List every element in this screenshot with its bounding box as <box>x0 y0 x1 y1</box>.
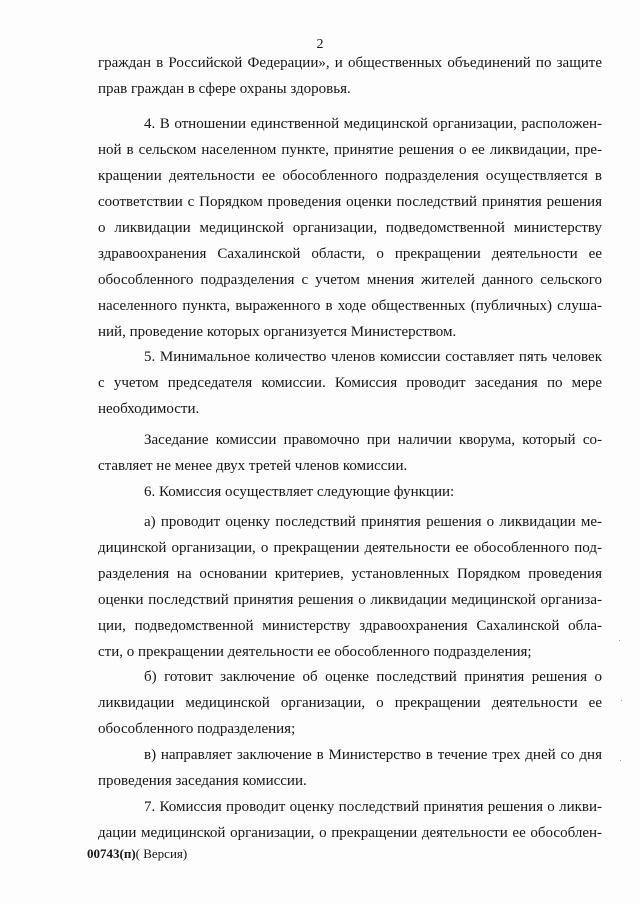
text-line: необходимости. <box>98 401 200 417</box>
text-line: сти, о прекращении деятельности ее обособленного подразделения; <box>98 644 532 660</box>
text-line: 7. Комиссия проводит оценку последствий принятия решения о ликви- <box>144 799 602 815</box>
text-line: Заседание комиссии правомочно при наличии кворума, который со- <box>144 432 602 448</box>
text-line: 6. Комиссия осуществляет следующие функции: <box>144 484 455 500</box>
text-line: в) направляет заключение в Министерство в течение трех дней со дня <box>144 747 602 763</box>
text-line: ной в сельском населенном пункте, принятие решения о ее ликвидации, пре- <box>98 142 602 158</box>
text-line: разделения на основании критериев, установленных Порядком проведения <box>98 566 602 582</box>
paragraph <box>98 742 602 794</box>
text-line: граждан в Российской Федерации», и общественных объединений по защите <box>98 55 602 71</box>
text-line: ции, подведомственной министерству здравоохранения Сахалинской обла- <box>98 618 602 634</box>
text-line: с учетом председателя комиссии. Комиссия проводит заседания по мере <box>98 375 602 391</box>
scan-speck <box>621 700 622 701</box>
text-line: прав граждан в сфере охраны здоровья. <box>98 81 351 97</box>
text-line: оценки последствий принятия решения о ликвидации медицинской организа- <box>98 592 602 608</box>
text-line: дицинской организации, о прекращении деятельности ее обособленного под- <box>98 540 602 556</box>
text-line: кращении деятельности ее обособленного подразделения осуществляется в <box>98 168 602 184</box>
text-line: ликвидации медицинской организации, о прекращении деятельности ее <box>98 695 602 711</box>
text-line: дации медицинской организации, о прекращении деятельности ее обособлен- <box>98 825 602 841</box>
text-line: населенного пункта, выраженного в ходе общественных (публичных) слуша- <box>98 298 602 314</box>
text-line: ний, проведение которых организуется Министерством. <box>98 324 457 340</box>
document-version: ( Версия) <box>135 846 188 861</box>
scan-speck <box>620 760 621 761</box>
paragraph <box>98 427 602 479</box>
text-line: здравоохранения Сахалинской области, о прекращении деятельности ее <box>98 246 602 262</box>
paragraph <box>98 50 602 102</box>
paragraph <box>98 794 602 846</box>
document-footer <box>87 846 187 862</box>
text-line: соответствии с Порядком проведения оценки последствий принятия решения <box>98 194 602 210</box>
document-code: 00743(п) <box>87 846 136 861</box>
text-line: проведения заседания комиссии. <box>98 773 307 789</box>
text-line: а) проводит оценку последствий принятия решения о ликвидации ме- <box>144 514 602 530</box>
paragraph <box>98 479 602 505</box>
page-number: 2 <box>316 37 324 52</box>
text-line: б) готовит заключение об оценке последствий принятия решения о <box>144 669 602 685</box>
paragraph <box>98 509 602 665</box>
paragraph <box>98 111 602 345</box>
text-line: обособленного подразделения; <box>98 721 296 737</box>
text-line: 4. В отношении единственной медицинской организации, расположен- <box>144 116 602 132</box>
scan-speck <box>619 640 620 641</box>
paragraph <box>98 344 602 422</box>
text-line: о ликвидации медицинской организации, подведомственной министерству <box>98 220 602 236</box>
text-line: ставляет не менее двух третей членов комиссии. <box>98 458 408 474</box>
paragraph <box>98 664 602 742</box>
text-line: обособленного подразделения с учетом мнения жителей данного сельского <box>98 272 602 288</box>
text-line: 5. Минимальное количество членов комиссии составляет пять человек <box>144 349 602 365</box>
